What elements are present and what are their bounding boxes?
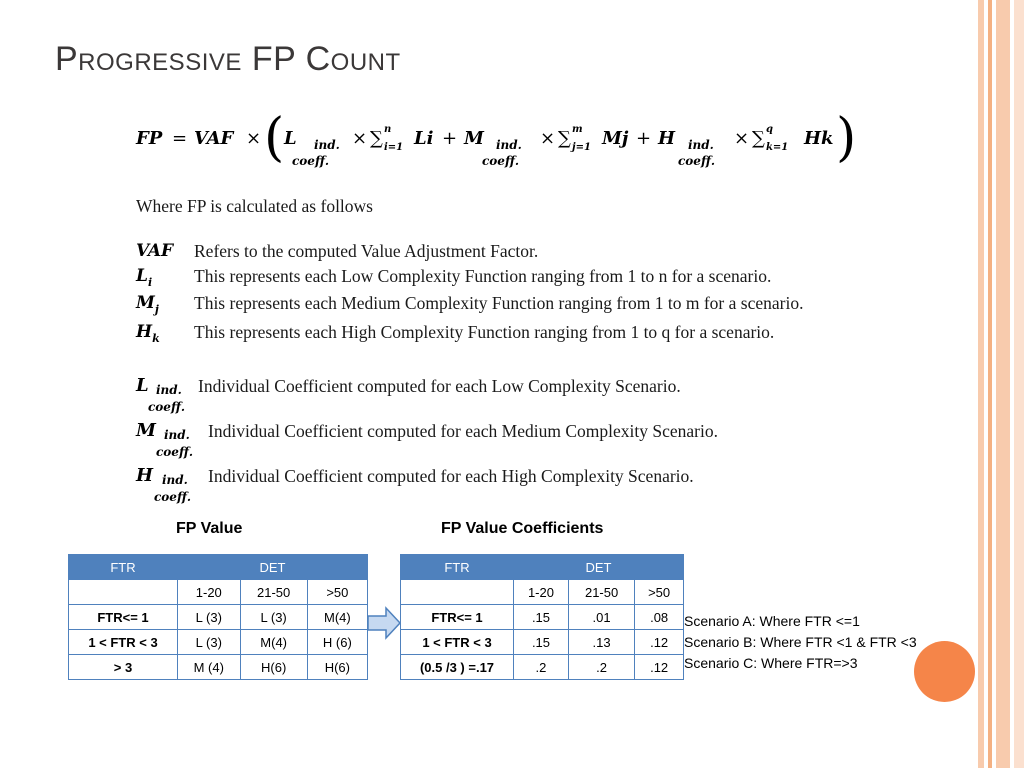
table-cell (69, 580, 178, 605)
table-row (401, 580, 684, 605)
fp-coeff-table (400, 554, 684, 680)
formula-times: × (352, 128, 368, 149)
formula-sum-m: ∑ (558, 128, 571, 149)
table-cell (401, 580, 514, 605)
row-label: 1 < FTR < 3 (401, 630, 514, 655)
table-cell: .01 (568, 605, 634, 630)
formula-li: Li (414, 128, 434, 149)
coeff-text-h: Individual Coefficient computed for each High Complexity Scenario. (208, 466, 694, 486)
right-border-stripe-2 (988, 0, 992, 768)
row-label: > 3 (69, 655, 178, 680)
header-ftr: FTR (69, 555, 178, 580)
formula-sum-l-lower: i=1 (384, 142, 404, 153)
coeff-h-coeff: coeff. (154, 490, 192, 504)
right-border-stripe-1 (978, 0, 984, 768)
formula-l-coeff: coeff. (292, 154, 330, 168)
scenario-b: Scenario B: Where FTR <1 & FTR <3 (684, 634, 917, 650)
table-cell: M(4) (240, 630, 307, 655)
formula-m-ind: ind. (496, 138, 522, 152)
formula-times: × (734, 128, 750, 149)
table-cell: .13 (568, 630, 634, 655)
page-title: Progressive FP Count (55, 40, 401, 78)
fp-formula (136, 108, 866, 172)
formula-vaf: VAF (194, 128, 234, 149)
table-cell: M(4) (307, 605, 367, 630)
decorative-circle (914, 641, 975, 702)
table-cell: >50 (307, 580, 367, 605)
def-text-hk: This represents each High Complexity Function ranging from 1 to q for a scenario. (194, 322, 775, 342)
table-row (401, 630, 684, 655)
coeff-symbol-h: H (136, 465, 154, 486)
scenario-a: Scenario A: Where FTR <=1 (684, 613, 860, 629)
table-cell: H(6) (307, 655, 367, 680)
formula-sum-h-upper: q (766, 124, 773, 135)
formula-fp: FP (136, 128, 163, 149)
formula-times: × (246, 128, 262, 149)
table-row (69, 605, 368, 630)
coeff-h-ind: ind. (162, 473, 188, 487)
table-row (69, 580, 368, 605)
right-border-stripe-4 (1014, 0, 1024, 768)
row-label: 1 < FTR < 3 (69, 630, 178, 655)
formula-sum-l-upper: n (384, 124, 392, 135)
formula-l: L (284, 128, 297, 149)
formula-sum-h: ∑ (752, 128, 765, 149)
table-cell: .2 (514, 655, 569, 680)
table-cell: L (3) (240, 605, 307, 630)
header-ftr: FTR (401, 555, 514, 580)
table-cell: H(6) (240, 655, 307, 680)
formula-plus: + (636, 128, 652, 149)
table-cell: .12 (635, 630, 684, 655)
table-cell: 21-50 (240, 580, 307, 605)
fp-value-table (68, 554, 368, 680)
formula-m-coeff: coeff. (482, 154, 520, 168)
coeff-text-m: Individual Coefficient computed for each Medium Complexity Scenario. (208, 421, 718, 441)
table-cell: H (6) (307, 630, 367, 655)
formula-sum-l: ∑ (370, 128, 383, 149)
header-det: DET (178, 555, 368, 580)
table-cell: L (3) (178, 605, 241, 630)
def-symbol-mj: $M_j$ (136, 293, 159, 316)
formula-equals: = (172, 128, 188, 149)
formula-sum-m-lower: j=1 (572, 142, 591, 153)
formula-mj: Mj (602, 128, 629, 149)
fp-value-caption: FP Value (176, 520, 243, 537)
table-row (69, 655, 368, 680)
coeff-l-coeff: coeff. (148, 400, 186, 414)
def-symbol-li: $L_i$ (136, 266, 153, 289)
table-cell: .15 (514, 630, 569, 655)
coeff-text-l: Individual Coefficient computed for each Low Complexity Scenario. (198, 376, 681, 396)
table-header-row (401, 555, 684, 580)
def-text-li: This represents each Low Complexity Function ranging from 1 to n for a scenario. (194, 266, 772, 286)
table-cell: M (4) (178, 655, 241, 680)
table-row (401, 605, 684, 630)
coeff-m-ind: ind. (164, 428, 190, 442)
table-cell: 21-50 (568, 580, 634, 605)
row-label: (0.5 /3 ) =.17 (401, 655, 514, 680)
table-cell: .2 (568, 655, 634, 680)
def-text-vaf: Refers to the computed Value Adjustment Factor. (194, 241, 539, 261)
table-cell: .12 (635, 655, 684, 680)
table-row (69, 630, 368, 655)
fp-coeff-caption: FP Value Coefficients (441, 520, 604, 537)
formula-sum-m-upper: m (572, 124, 583, 135)
table-cell: .15 (514, 605, 569, 630)
formula-sum-h-lower: k=1 (766, 142, 789, 153)
formula-h-ind: ind. (688, 138, 714, 152)
scenario-c: Scenario C: Where FTR=>3 (684, 655, 858, 671)
formula-h-coeff: coeff. (678, 154, 716, 168)
formula-hk: Hk (804, 128, 834, 149)
formula-l-ind: ind. (314, 138, 340, 152)
right-border-stripe-3 (996, 0, 1010, 768)
coeff-l-ind: ind. (156, 383, 182, 397)
table-cell: .08 (635, 605, 684, 630)
formula-left-paren: ( (264, 108, 285, 168)
header-det: DET (514, 555, 684, 580)
table-cell: L (3) (178, 630, 241, 655)
coeff-symbol-l: L (136, 375, 149, 396)
def-symbol-vaf: VAF (136, 241, 174, 261)
def-text-mj: This represents each Medium Complexity Function ranging from 1 to m for a scenario. (194, 293, 804, 313)
row-label: FTR<= 1 (69, 605, 178, 630)
table-row (401, 655, 684, 680)
table-cell: 1-20 (178, 580, 241, 605)
formula-right-paren: ) (836, 108, 857, 168)
def-symbol-hk: $H_k$ (136, 322, 160, 345)
formula-times: × (540, 128, 556, 149)
table-cell: 1-20 (514, 580, 569, 605)
intro-text: Where FP is calculated as follows (136, 196, 373, 216)
formula-m: M (464, 128, 484, 149)
coeff-m-coeff: coeff. (156, 445, 194, 459)
right-arrow-icon (366, 606, 402, 640)
formula-plus: + (442, 128, 458, 149)
formula-h: H (658, 128, 676, 149)
table-header-row (69, 555, 368, 580)
table-cell: >50 (635, 580, 684, 605)
row-label: FTR<= 1 (401, 605, 514, 630)
coeff-symbol-m: M (136, 420, 156, 441)
